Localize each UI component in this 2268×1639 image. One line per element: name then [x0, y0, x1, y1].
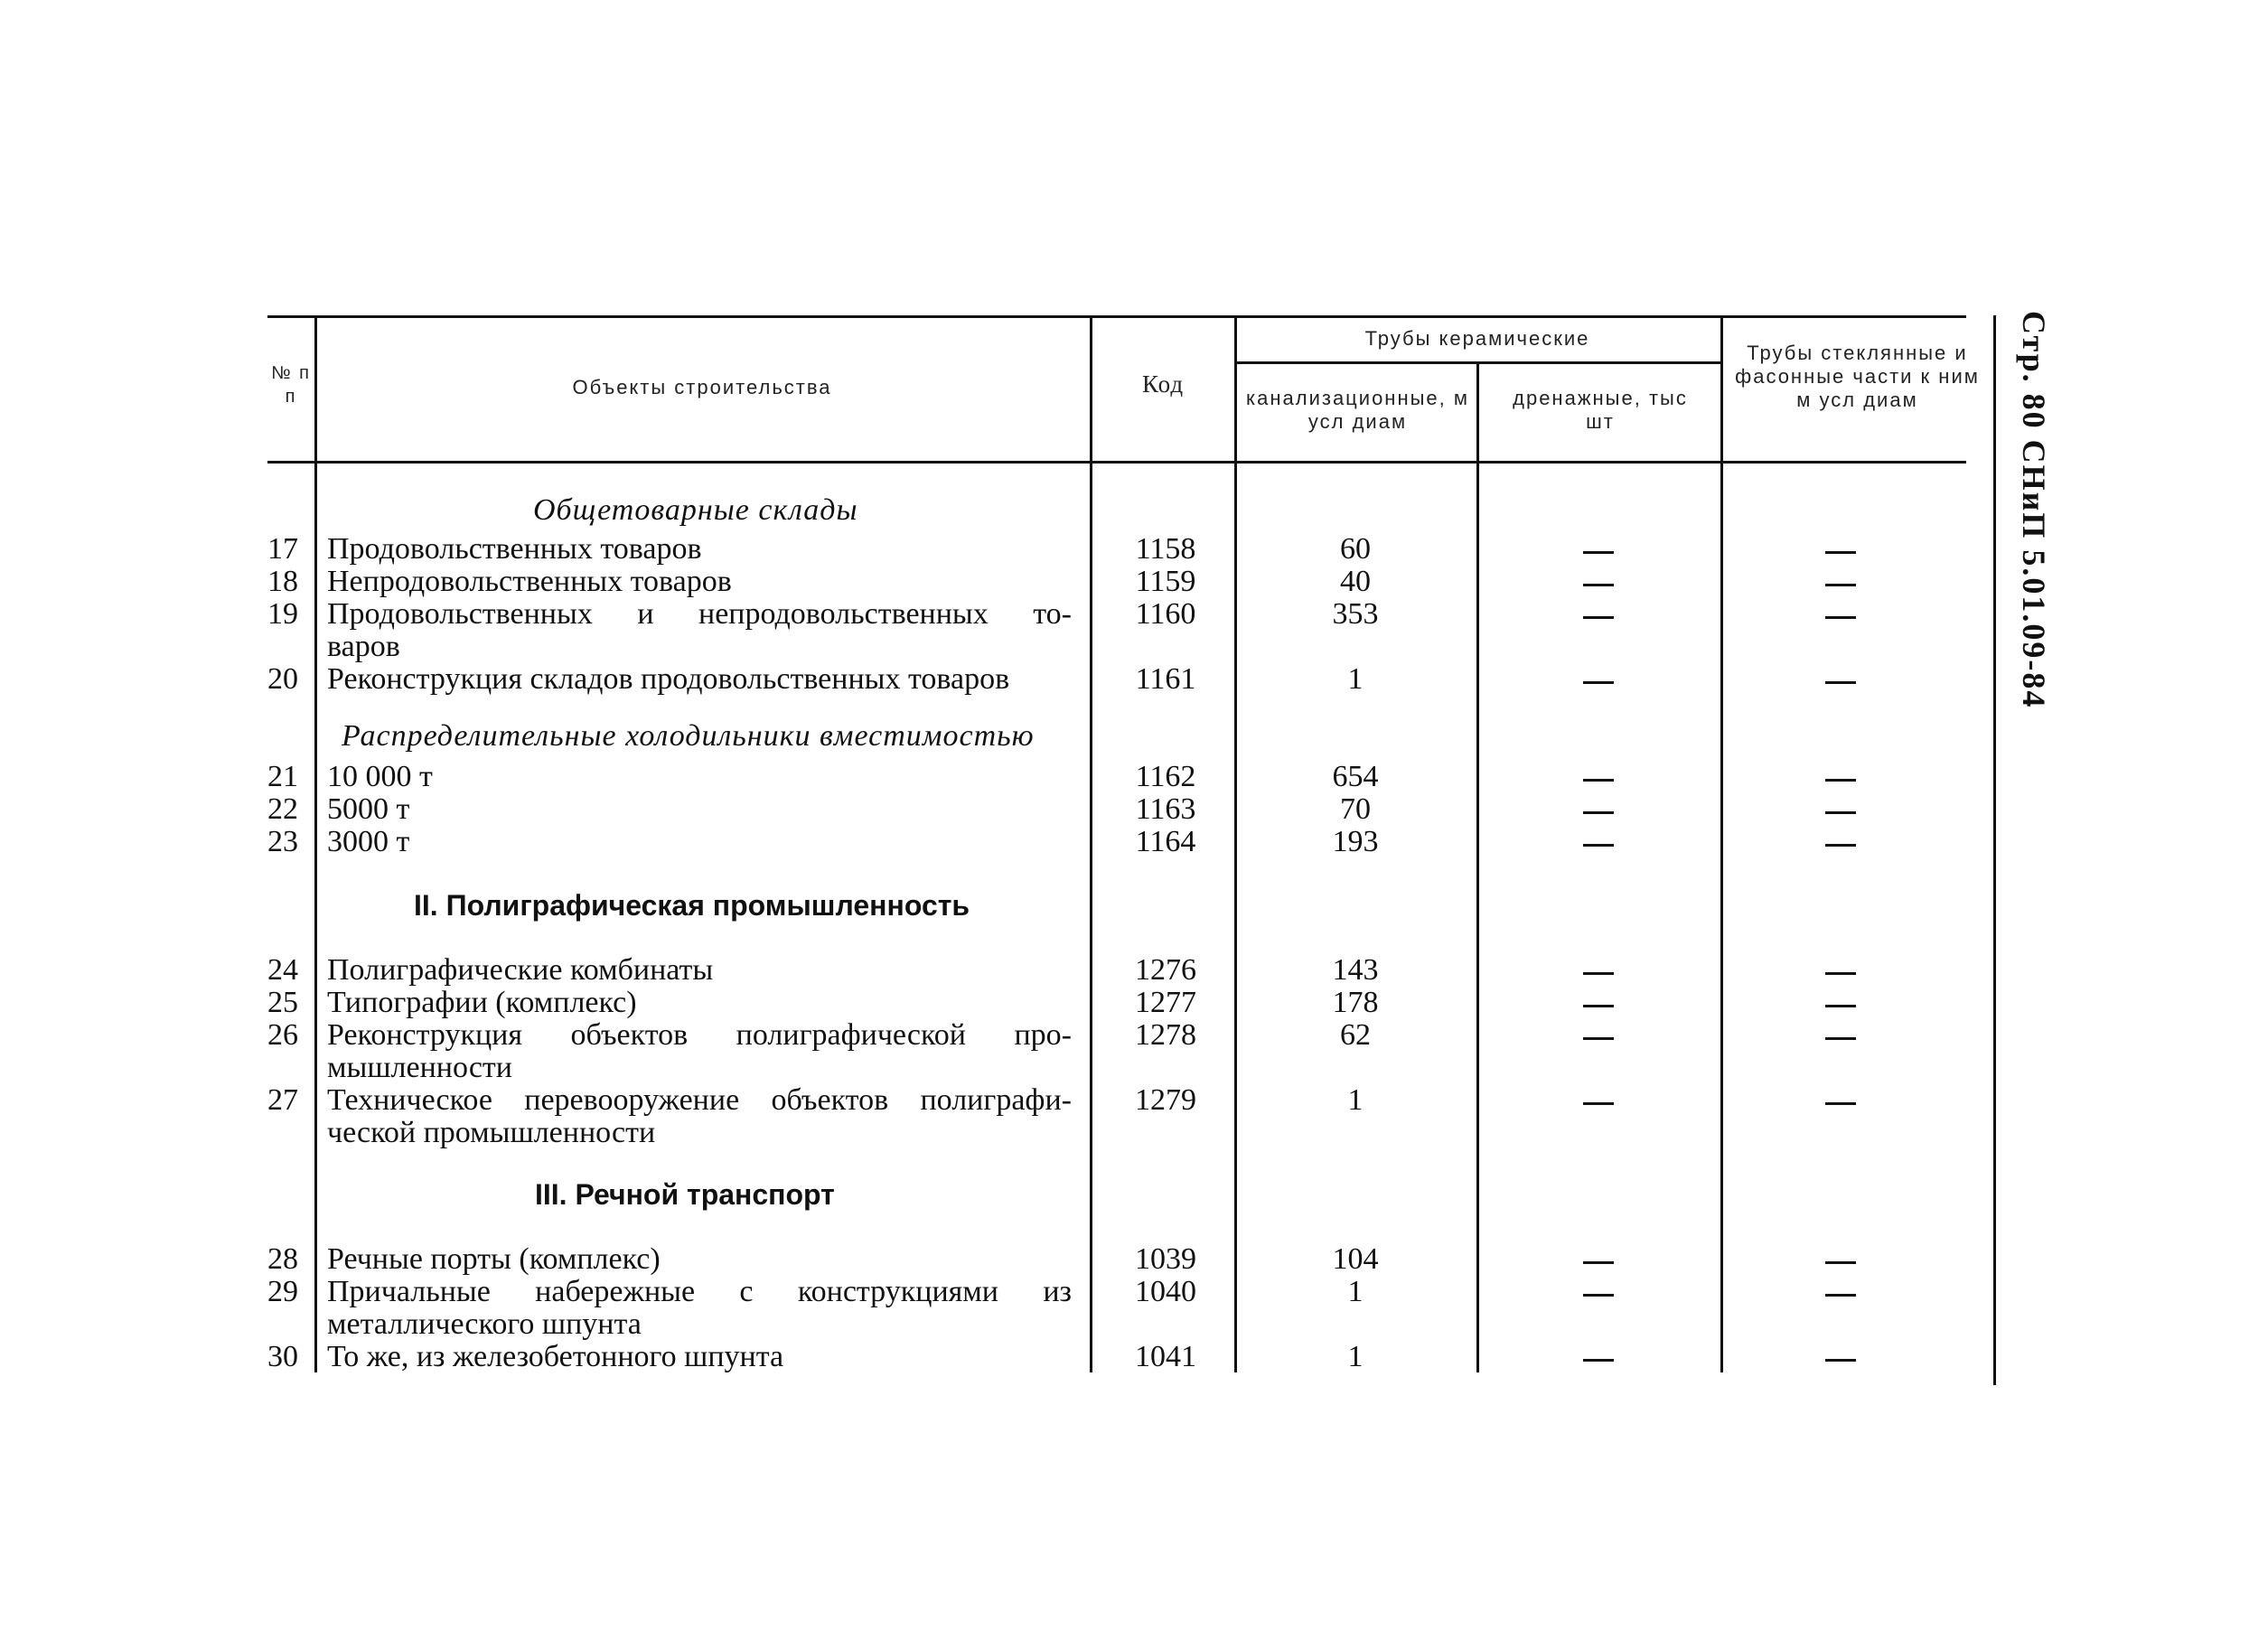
- row-object-name: Реконструкция складов продовольственных товаров: [327, 662, 1010, 696]
- row-glass-dash: [1825, 1294, 1856, 1297]
- row-number: 20: [267, 662, 298, 696]
- row-drain-dash: [1583, 1102, 1614, 1105]
- row-drain-dash: [1583, 1005, 1614, 1007]
- row-number: 18: [267, 565, 298, 598]
- row-glass-dash: [1825, 1037, 1856, 1040]
- row-glass-dash: [1825, 779, 1856, 782]
- row-object-name: Непродовольственных товаров: [327, 565, 732, 598]
- section-heading-refrigerators: Распределительные холодильники вместимостью: [342, 719, 1035, 753]
- row-number: 24: [267, 953, 298, 987]
- row-kanal-value: 1: [1347, 1083, 1364, 1117]
- row-number: 30: [267, 1340, 298, 1373]
- row-kanal-value: 1: [1347, 662, 1364, 696]
- row-drain-dash: [1583, 1261, 1614, 1264]
- col-divider-code: [1234, 315, 1237, 1372]
- header-glass: Трубы стеклянные и фасонные части к ним м усл диам: [1735, 342, 1980, 411]
- header-bottom-rule: [267, 461, 1966, 464]
- col-divider-drain: [1720, 315, 1723, 1372]
- row-number: 23: [267, 825, 298, 858]
- row-drain-dash: [1583, 551, 1614, 554]
- row-kanal-value: 104: [1332, 1242, 1379, 1276]
- row-code: 1277: [1135, 986, 1196, 1019]
- row-glass-dash: [1825, 551, 1856, 554]
- row-drain-dash: [1583, 1294, 1614, 1297]
- row-object-name: Продовольственных товаров: [327, 532, 702, 566]
- row-glass-dash: [1825, 1102, 1856, 1105]
- row-code: 1160: [1135, 597, 1196, 631]
- row-object-name: Причальные набережные с конструкциями из: [327, 1275, 1072, 1308]
- row-glass-dash: [1825, 681, 1856, 684]
- row-drain-dash: [1583, 1037, 1614, 1040]
- row-object-name: ческой промышленности: [327, 1116, 656, 1149]
- col-divider-objects: [1090, 315, 1092, 1372]
- header-objects: Объекты строительства: [572, 376, 832, 398]
- row-number: 29: [267, 1275, 298, 1308]
- row-kanal-value: 60: [1340, 532, 1371, 566]
- row-glass-dash: [1825, 616, 1856, 619]
- row-kanal-value: 1: [1347, 1275, 1364, 1308]
- row-kanal-value: 1: [1347, 1340, 1364, 1373]
- row-code: 1158: [1135, 532, 1196, 566]
- header-ceramic-group: Трубы керамические: [1364, 327, 1590, 350]
- row-kanal-value: 178: [1332, 986, 1379, 1019]
- row-drain-dash: [1583, 811, 1614, 814]
- row-number: 21: [267, 760, 298, 793]
- row-kanal-value: 62: [1340, 1018, 1371, 1052]
- row-drain-dash: [1583, 844, 1614, 847]
- row-glass-dash: [1825, 811, 1856, 814]
- header-kanal: канализационные, м усл диам: [1246, 387, 1469, 433]
- row-code: 1159: [1135, 565, 1196, 598]
- row-object-name: металлического шпунта: [327, 1307, 642, 1341]
- row-number: 26: [267, 1018, 298, 1052]
- row-number: 28: [267, 1242, 298, 1276]
- row-code: 1162: [1135, 760, 1196, 793]
- row-kanal-value: 40: [1340, 565, 1371, 598]
- col-divider-kanal: [1476, 361, 1479, 1372]
- page-side-label: [2016, 311, 2057, 709]
- section-heading-river-transport: III. Речной транспорт: [535, 1178, 835, 1211]
- row-kanal-value: 193: [1332, 825, 1379, 858]
- row-kanal-value: 143: [1332, 953, 1379, 987]
- row-glass-dash: [1825, 1005, 1856, 1007]
- row-object-name: 10 000 т: [327, 760, 433, 793]
- row-drain-dash: [1583, 616, 1614, 619]
- row-object-name: Техническое перевооружение объектов полиграфи-: [327, 1083, 1072, 1117]
- row-glass-dash: [1825, 1359, 1856, 1362]
- col-divider-no: [314, 315, 317, 1372]
- row-object-name: варов: [327, 630, 400, 663]
- row-drain-dash: [1583, 584, 1614, 586]
- row-drain-dash: [1583, 972, 1614, 975]
- row-kanal-value: 353: [1332, 597, 1379, 631]
- row-object-name: То же, из железобетонного шпунта: [327, 1340, 784, 1373]
- row-code: 1276: [1135, 953, 1196, 987]
- row-code: 1163: [1135, 792, 1196, 826]
- section-heading-warehouses: Общетоварные склады: [533, 493, 858, 527]
- row-object-name: 5000 т: [327, 792, 410, 826]
- row-glass-dash: [1825, 844, 1856, 847]
- row-code: 1039: [1135, 1242, 1196, 1276]
- row-code: 1164: [1135, 825, 1196, 858]
- row-number: 17: [267, 532, 298, 566]
- row-object-name: Речные порты (комплекс): [327, 1242, 661, 1276]
- header-code: Код: [1141, 370, 1185, 398]
- row-kanal-value: 654: [1332, 760, 1379, 793]
- row-code: 1279: [1135, 1083, 1196, 1117]
- row-drain-dash: [1583, 681, 1614, 684]
- page-reference: Стр. 80 СНиП 5.01.09-84: [2016, 311, 2052, 709]
- header-drain: дренажные, тыс шт: [1513, 387, 1688, 433]
- row-object-name: Реконструкция объектов полиграфической про-: [327, 1018, 1072, 1052]
- row-drain-dash: [1583, 779, 1614, 782]
- row-number: 22: [267, 792, 298, 826]
- page-right-rule: [1993, 315, 1996, 1385]
- row-glass-dash: [1825, 972, 1856, 975]
- row-code: 1041: [1135, 1340, 1196, 1373]
- row-drain-dash: [1583, 1359, 1614, 1362]
- header-no: № п п: [271, 363, 311, 407]
- row-code: 1161: [1135, 662, 1196, 696]
- row-number: 25: [267, 986, 298, 1019]
- row-kanal-value: 70: [1340, 792, 1371, 826]
- row-object-name: Типографии (комплекс): [327, 986, 637, 1019]
- row-glass-dash: [1825, 584, 1856, 586]
- row-object-name: мышленности: [327, 1051, 512, 1084]
- row-object-name: Полиграфические комбинаты: [327, 953, 714, 987]
- row-number: 27: [267, 1083, 298, 1117]
- row-code: 1278: [1135, 1018, 1196, 1052]
- row-object-name: 3000 т: [327, 825, 410, 858]
- section-heading-printing: II. Полиграфическая промышленность: [414, 889, 970, 922]
- row-glass-dash: [1825, 1261, 1856, 1264]
- row-object-name: Продовольственных и непродовольственных то-: [327, 597, 1072, 631]
- row-code: 1040: [1135, 1275, 1196, 1308]
- row-number: 19: [267, 597, 298, 631]
- table-top-rule: [267, 315, 1966, 318]
